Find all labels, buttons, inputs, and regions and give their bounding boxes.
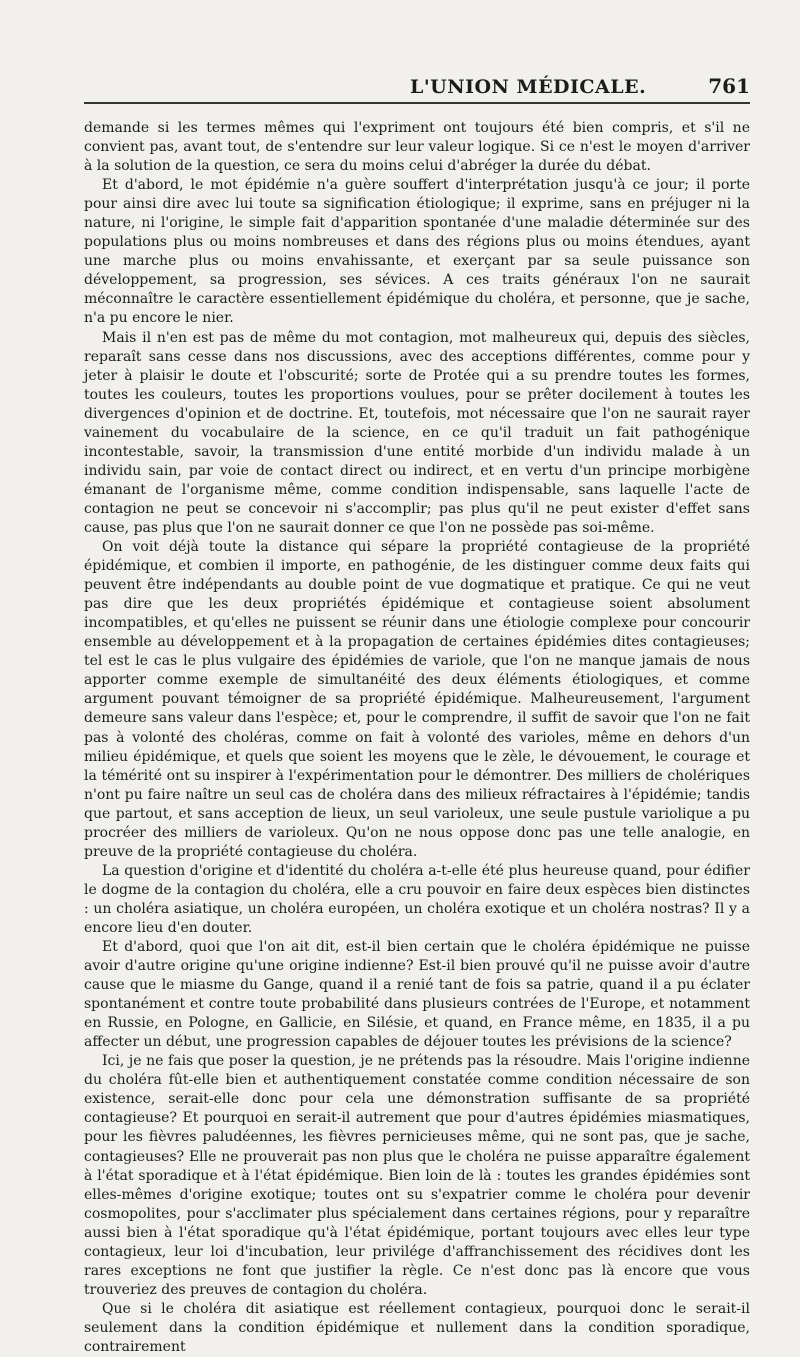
page-number: 761 <box>708 74 750 98</box>
paragraph: Et d'abord, le mot épidémie n'a guère souffert d'interprétation jusqu'à ce jour; il porte pour ainsi dire avec lui toute sa signification étiologique; il exprime, sans en préjuger ni la nature, ni l'origine, le simple fait d'apparition spontanée d'une maladie déterminée sur des populations plus ou moins nombreuses et dans des régions plus ou moins étendues, ayant une marche plus ou moins envahissante, et exerçant par sa seule puissance son développement, sa progression, ses sévices. A ces traits généraux l'on ne saurait méconnaître le caractère essentiellement épidémique du choléra, et personne, que je sache, n'a pu encore le nier. <box>84 177 750 327</box>
running-title: L'UNION MÉDICALE. <box>410 76 647 98</box>
header-rule <box>84 102 750 104</box>
paragraph: On voit déjà toute la distance qui sépare la propriété contagieuse de la propriété épidémique, et combien il importe, en pathogénie, de les distinguer comme deux faits qui peuvent être indépendants au double point de vue dogmatique et pratique. Ce qui ne veut pas dire que les deux propriétés épidémique et contagieuse soient absolument incompatibles, et qu'elles ne puissent se réunir dans une étiologie complexe pour concourir ensemble au développement et à la propagation de certaines épidémies dites contagieuses; tel est le cas le plus vulgaire des épidémies de variole, que l'on ne manque jamais de nous apporter comme exemple de simultanéité des deux éléments étiologiques, et comme argument pouvant témoigner de sa propriété épidémique. Malheureusement, l'argument demeure sans valeur dans l'espèce; et, pour le comprendre, il suffit de savoir que l'on ne fait pas à volonté des choléras, comme on fait à volonté des varioles, même en dehors d'un milieu épidémique, et quels que soient les moyens que le zèle, le dévouement, le courage et la témérité ont su inspirer à l'expérimentation pour le démontrer. Des milliers de cholériques n'ont pu faire naître un seul cas de choléra dans des milieux réfractaires à l'épidémie; tandis que partout, et sans acception de lieux, un seul varioleux, une seule pustule variolique a pu procréer des milliers de varioleux. Qu'on ne nous oppose donc pas une telle analogie, en preuve de la propriété contagieuse du choléra. <box>84 539 750 860</box>
paragraph: Mais il n'en est pas de même du mot contagion, mot malheureux qui, depuis des siècles, reparaît sans cesse dans nos discussions, avec des acceptions différentes, comme pour y jeter à plaisir le doute et l'obscurité; sorte de Protée qui a su prendre toutes les formes, toutes les couleurs, toutes les proportions voulues, pour se prêter docilement à toutes les divergences d'opinion et de doctrine. Et, toutefois, mot nécessaire que l'on ne saurait rayer vainement du vocabulaire de la science, en ce qu'il traduit un fait pathogénique incontestable, savoir, la transmission d'une entité morbide d'un individu malade à un individu sain, par voie de contact direct ou indirect, et en vertu d'un principe morbigène émanant de l'organisme même, comme condition indispensable, sans laquelle l'acte de contagion ne peut se concevoir ni s'accomplir; pas plus qu'il ne peut exister d'effet sans cause, pas plus que l'on ne saurait donner ce que l'on ne possède pas soi-même. <box>84 329 750 536</box>
article-body <box>84 119 750 1357</box>
paragraph: La question d'origine et d'identité du choléra a-t-elle été plus heureuse quand, pour édifier le dogme de la contagion du choléra, elle a cru pouvoir en faire deux espèces bien distinctes : un choléra asiatique, un choléra européen, un choléra exotique et un choléra nostras? Il y a encore lieu d'en douter. <box>84 862 750 936</box>
paragraph: Que si le choléra dit asiatique est réellement contagieux, pourquoi donc le serait-il seulement dans la condition épidémique et nullement dans la condition sporadique, contrairement <box>84 1300 750 1355</box>
page-header <box>84 0 750 104</box>
paragraph: demande si les termes mêmes qui l'expriment ont toujours été bien compris, et s'il ne convient pas, avant tout, de s'entendre sur leur valeur logique. Si ce n'est le moyen d'arriver à la solution de la question, ce sera du moins celui d'abréger la durée du débat. <box>84 120 750 175</box>
paragraph: Et d'abord, quoi que l'on ait dit, est-il bien certain que le choléra épidémique ne puisse avoir d'autre origine qu'une origine indienne? Est-il bien prouvé qu'il ne puisse avoir d'autre cause que le miasme du Gange, quand il a renié tant de fois sa patrie, quand il a pu éclater spontanément et contre toute probabilité dans plusieurs contrées de l'Europe, et notamment en Russie, en Pologne, en Gallicie, en Silésie, et quand, en France même, en 1835, il a pu affecter un début, une progression capables de déjouer toutes les prévisions de la science? <box>84 939 750 1051</box>
paragraph: Ici, je ne fais que poser la question, je ne prétends pas la résoudre. Mais l'origine indienne du choléra fût-elle bien et authentiquement constatée comme condition nécessaire de son existence, serait-elle donc pour cela une démonstration suffisante de sa propriété contagieuse? Et pourquoi en serait-il autrement que pour d'autres épidémies miasmatiques, pour les fièvres paludéennes, les fièvres pernicieuses même, qui ne sont pas, que je sache, contagieuses? Elle ne prouverait pas non plus que le choléra ne puisse apparaître également à l'état sporadique et à l'état épidémique. Bien loin de là : toutes les grandes épidémies sont elles-mêmes d'origine exotique; toutes ont su s'expatrier comme le choléra pour devenir cosmopolites, pour s'acclimater plus spécialement dans certaines régions, pour y reparaître aussi bien à l'état sporadique qu'à l'état épidémique, portant toujours avec elles leur type contagieux, leur loi d'incubation, leur privilége d'affranchissement des récidives dont les rares exceptions ne font que justifier la règle. Ce n'est donc pas là encore que vous trouveriez des preuves de contagion du choléra. <box>84 1053 750 1298</box>
